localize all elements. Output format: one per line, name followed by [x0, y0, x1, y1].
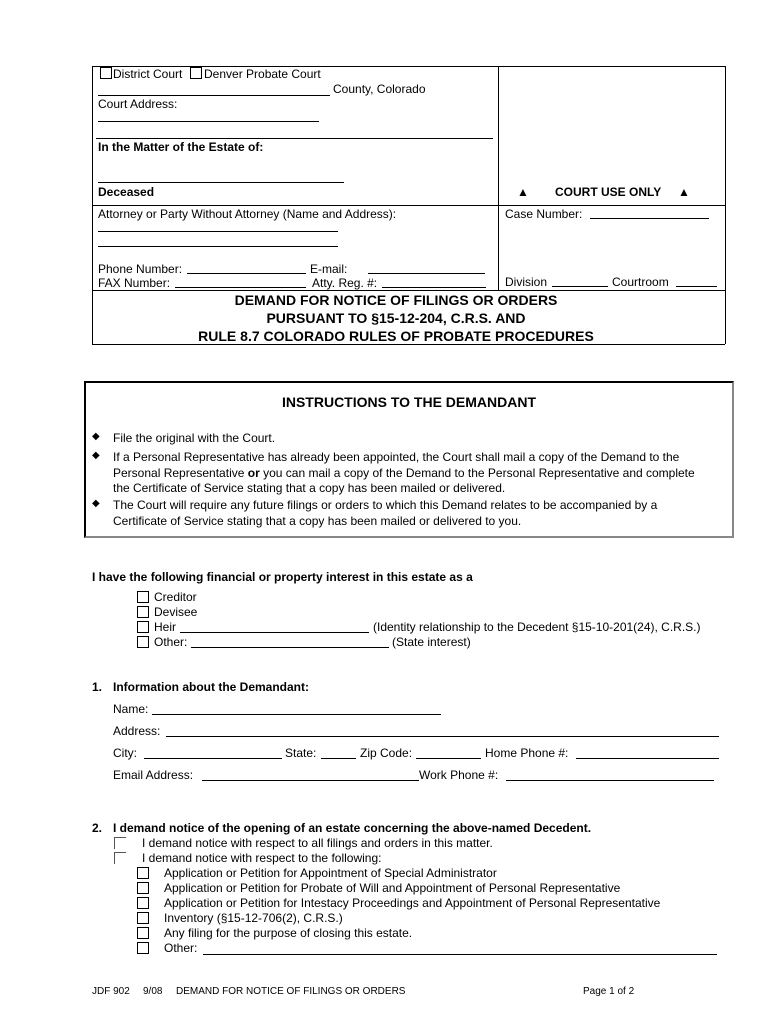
district-court-checkbox[interactable] [100, 67, 112, 79]
instructions-heading: INSTRUCTIONS TO THE DEMANDANT [281, 394, 537, 410]
intestacy-checkbox[interactable] [137, 897, 149, 909]
demandant-name-field[interactable] [152, 714, 441, 715]
document-title-line-1: DEMAND FOR NOTICE OF FILINGS OR ORDERS [234, 292, 558, 308]
fax-field[interactable] [175, 287, 306, 288]
bullet-icon: ◆ [92, 431, 100, 442]
footer-revision: 9/08 [143, 986, 163, 997]
denver-probate-court-label: Denver Probate Court [204, 67, 321, 81]
courtroom-field[interactable] [676, 286, 717, 287]
denver-probate-court-checkbox[interactable] [190, 67, 202, 79]
other-interest-label: Other: [154, 635, 188, 649]
atty-reg-field[interactable] [382, 287, 486, 288]
other-notice-field[interactable] [203, 954, 717, 955]
demandant-address-field[interactable] [166, 736, 719, 737]
work-phone-label: Work Phone #: [419, 768, 499, 782]
courtroom-label: Courtroom [612, 275, 669, 289]
section-2-heading: I demand notice of the opening of an estate concerning the above-named Decedent. [113, 821, 592, 835]
email-label: E-mail: [310, 262, 348, 276]
county-label: County, Colorado [333, 82, 426, 96]
bullet-icon: ◆ [92, 498, 100, 509]
heir-note: (Identity relationship to the Decedent §15-10-201(24), C.R.S.) [373, 620, 701, 634]
instruction-item-2-line-1: If a Personal Representative has already been appointed, the Court shall mail a copy of the Demand to the [113, 450, 680, 464]
instruction-item-2-line-3: the Certificate of Service stating that a copy has been mailed or delivered. [113, 481, 506, 495]
demandant-email-field[interactable] [202, 780, 419, 781]
heir-field[interactable] [180, 632, 369, 633]
demandant-address-label: Address: [113, 724, 161, 738]
court-address-field[interactable] [98, 121, 319, 122]
document-title-line-2: PURSUANT TO §15-12-204, C.R.S. AND [266, 310, 526, 326]
section-1-heading: Information about the Demandant: [113, 680, 309, 694]
following-label: I demand notice with respect to the following: [142, 851, 382, 865]
footer-page-number: Page 1 of 2 [583, 986, 635, 997]
email-field[interactable] [368, 273, 485, 274]
other-notice-label: Other: [164, 941, 198, 955]
matter-label: In the Matter of the Estate of: [98, 140, 264, 154]
devisee-checkbox[interactable] [137, 606, 149, 618]
all-filings-checkbox[interactable] [114, 837, 126, 849]
bullet-icon: ◆ [92, 450, 100, 461]
other-notice-checkbox[interactable] [137, 942, 149, 954]
up-arrow-icon-left: ▲ [517, 185, 529, 199]
devisee-label: Devisee [154, 605, 198, 619]
inventory-checkbox[interactable] [137, 912, 149, 924]
demandant-email-label: Email Address: [113, 768, 194, 782]
probate-of-will-label: Application or Petition for Probate of Will and Appointment of Personal Representative [164, 881, 621, 895]
division-label: Division [505, 275, 548, 289]
special-administrator-checkbox[interactable] [137, 867, 149, 879]
city-field[interactable] [144, 758, 282, 759]
case-number-field[interactable] [590, 218, 709, 219]
instruction-item-3 [113, 498, 725, 529]
work-phone-field[interactable] [506, 780, 714, 781]
demandant-name-label: Name: [113, 702, 149, 716]
zip-label: Zip Code: [360, 746, 413, 760]
instruction-item-2-line-2-pre: Personal Representative [113, 465, 245, 480]
fax-label: FAX Number: [98, 276, 171, 290]
deceased-label: Deceased [98, 185, 155, 199]
following-checkbox[interactable] [114, 852, 126, 864]
closing-estate-checkbox[interactable] [137, 927, 149, 939]
instruction-item-3-line-2: Certificate of Service stating that a copy has been mailed or delivered to you. [113, 513, 522, 528]
instruction-item-2-line-2-post: you can mail a copy of the Demand to the Personal Representative and complete [263, 465, 695, 480]
special-administrator-label: Application or Petition for Appointment of Special Administrator [164, 866, 497, 880]
up-arrow-icon-right: ▲ [678, 185, 690, 199]
attorney-address-field[interactable] [98, 246, 338, 247]
district-court-label: District Court [113, 67, 183, 81]
instruction-item-1: File the original with the Court. [113, 431, 276, 445]
instruction-item-2 [113, 450, 725, 497]
attorney-label: Attorney or Party Without Attorney (Name and Address): [98, 207, 397, 221]
section-2-number: 2. [92, 821, 103, 835]
state-field[interactable] [321, 758, 356, 759]
all-filings-label: I demand notice with respect to all filings and orders in this matter. [142, 836, 493, 850]
intestacy-label: Application or Petition for Intestacy Proceedings and Appointment of Personal Representative [164, 896, 661, 910]
estate-name-field[interactable] [98, 182, 344, 183]
division-field[interactable] [552, 286, 608, 287]
interest-heading: I have the following financial or property interest in this estate as a [92, 570, 473, 584]
atty-reg-label: Atty. Reg. #: [312, 276, 378, 290]
court-address-label: Court Address: [98, 97, 178, 111]
closing-estate-label: Any filing for the purpose of closing this estate. [164, 926, 413, 940]
heir-label: Heir [154, 620, 177, 634]
heir-checkbox[interactable] [137, 621, 149, 633]
other-interest-field[interactable] [191, 647, 389, 648]
footer-form-number: JDF 902 [92, 986, 130, 997]
other-interest-note: (State interest) [392, 635, 471, 649]
zip-field[interactable] [416, 758, 481, 759]
section-1-number: 1. [92, 680, 103, 694]
probate-of-will-checkbox[interactable] [137, 882, 149, 894]
city-label: City: [113, 746, 137, 760]
instruction-item-2-or: or [247, 465, 260, 480]
instruction-item-3-line-1: The Court will require any future filings or orders to which this Demand relates to be accompanied by a [113, 498, 658, 512]
creditor-checkbox[interactable] [137, 591, 149, 603]
document-title-line-3: RULE 8.7 COLORADO RULES OF PROBATE PROCEDURES [198, 328, 594, 344]
home-phone-field[interactable] [576, 758, 719, 759]
attorney-name-field[interactable] [98, 231, 338, 232]
phone-field[interactable] [187, 273, 306, 274]
creditor-label: Creditor [154, 590, 197, 604]
phone-label: Phone Number: [98, 262, 183, 276]
other-interest-checkbox[interactable] [137, 636, 149, 648]
court-use-only-label: COURT USE ONLY [555, 185, 662, 199]
inventory-label: Inventory (§15-12-706(2), C.R.S.) [164, 911, 343, 925]
county-field[interactable] [98, 95, 330, 96]
case-number-label: Case Number: [505, 207, 583, 221]
footer-form-title: DEMAND FOR NOTICE OF FILINGS OR ORDERS [176, 986, 406, 997]
state-label: State: [285, 746, 317, 760]
home-phone-label: Home Phone #: [485, 746, 569, 760]
